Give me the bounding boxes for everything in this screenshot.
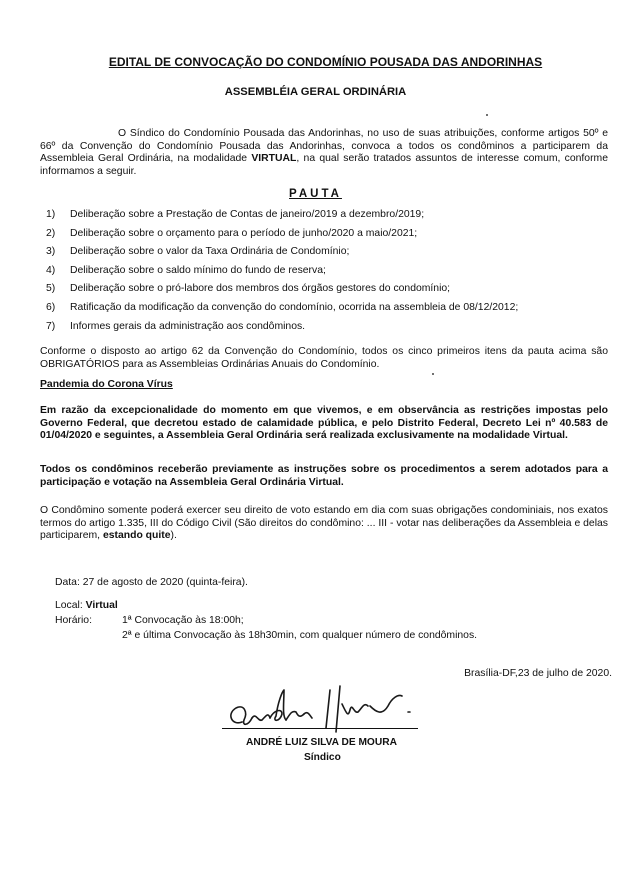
pauta-item-text: Deliberação sobre o saldo mínimo do fundo de reserva; <box>70 264 326 276</box>
signatory-name: ANDRÉ LUIZ SILVA DE MOURA <box>246 737 397 748</box>
pauta-item-number: 2) <box>46 227 56 239</box>
first-call: 1ª Convocação às 18:00h; <box>122 615 244 626</box>
location-value: Virtual <box>85 600 118 611</box>
pauta-item-number: 7) <box>46 320 56 332</box>
instrucoes-paragraph: Todos os condôminos receberão previamente as instruções sobre os procedimentos a serem adotados para a participação e votação na Assembleia Geral Ordinária Virtual. <box>40 464 608 488</box>
pauta-item <box>46 228 606 247</box>
meeting-schedule <box>55 615 244 628</box>
schedule-label: Horário: <box>55 615 92 626</box>
place-and-date: Brasília-DF,23 de julho de 2020. <box>464 668 612 679</box>
pauta-item-number: 3) <box>46 246 56 258</box>
pandemia-heading: Pandemia do Corona Vírus <box>40 379 173 390</box>
pauta-item <box>46 321 606 340</box>
direito-voto-paragraph <box>40 505 608 543</box>
intro-bold-virtual: VIRTUAL <box>251 153 297 165</box>
excepcionalidade-paragraph: Em razão da excepcionalidade do momento em que vivemos, e em observância as restrições impostas pelo Governo Federal, que decretou estado de calamidade pública, e pelo Distrito Federal, Decreto Lei nº 40.583 de 01/04/2020 e seguintes, a Assembleia Geral Ordinária será realizada exclusivamente na modalidade Virtual. <box>40 405 608 442</box>
handwritten-signature <box>212 682 452 740</box>
pauta-item-text: Ratificação da modificação da convenção do condomínio, ocorrida na assembleia de 08/12/2012; <box>70 301 519 313</box>
signatory-role: Síndico <box>304 752 341 763</box>
pauta-item <box>46 283 606 302</box>
document-subtitle: ASSEMBLÉIA GERAL ORDINÁRIA <box>224 86 407 98</box>
pauta-item <box>46 209 606 228</box>
intro-text-b: , na qual serão tratados assuntos de interesse comum, conforme informamos a seguir. <box>40 153 608 178</box>
scan-speck <box>486 114 488 116</box>
pauta-item-text: Deliberação sobre o orçamento para o período de junho/2020 a maio/2021; <box>70 227 418 239</box>
conforme-paragraph: Conforme o disposto ao artigo 62 da Convenção do Condomínio, todos os cinco primeiros itens da pauta acima são OBRIGATÓRIOS para as Assembleias Ordinárias Anuais do Condomínio. <box>40 346 608 370</box>
location-label: Local: <box>55 600 86 611</box>
intro-paragraph <box>40 128 608 179</box>
pauta-heading: PAUTA <box>289 188 342 200</box>
signature-line <box>222 728 418 729</box>
document-title: EDITAL DE CONVOCAÇÃO DO CONDOMÍNIO POUSADA DAS ANDORINHAS <box>108 55 543 69</box>
pauta-item-number: 1) <box>46 209 56 220</box>
pauta-item-text: Deliberação sobre o valor da Taxa Ordinária de Condomínio; <box>70 246 350 258</box>
pauta-item <box>46 265 606 284</box>
pauta-item-text: Deliberação sobre o pró-labore dos membros dos órgãos gestores do condomínio; <box>70 283 451 295</box>
intro-text-a: O Síndico do Condomínio Pousada das Andorinhas, no uso de suas atribuições, conforme artigos 50º e 66º da Convenção do Condomínio Pousada das Andorinhas, convoca a todos os condôminos a participarem da Assembleia Geral Ordinária, na modalidade <box>40 128 608 165</box>
meeting-date: Data: 27 de agosto de 2020 (quinta-feira). <box>55 577 248 588</box>
scan-speck <box>432 373 434 375</box>
pauta-item-number: 4) <box>46 264 56 276</box>
pauta-item <box>46 302 606 321</box>
meeting-location <box>55 600 118 613</box>
pauta-item-number: 6) <box>46 301 56 313</box>
pauta-item-number: 5) <box>46 283 56 295</box>
pauta-item <box>46 246 606 265</box>
pauta-list <box>46 209 606 339</box>
direito-voto-end: ). <box>170 530 177 542</box>
pauta-item-text: Deliberação sobre a Prestação de Contas de janeiro/2019 a dezembro/2019; <box>70 209 425 220</box>
pauta-item-text: Informes gerais da administração aos condôminos. <box>70 320 306 332</box>
direito-voto-bold: estando quite <box>102 530 171 542</box>
direito-voto-text: O Condômino somente poderá exercer seu direito de voto estando em dia com suas obrigações condominiais, nos exatos termos do artigo 1.335, III do Código Civil (São direitos do condômino: ... III - votar nas deliberações da Assembleia e delas participarem, <box>40 505 608 542</box>
second-call: 2ª e última Convocação às 18h30min, com qualquer número de condôminos. <box>122 630 478 641</box>
